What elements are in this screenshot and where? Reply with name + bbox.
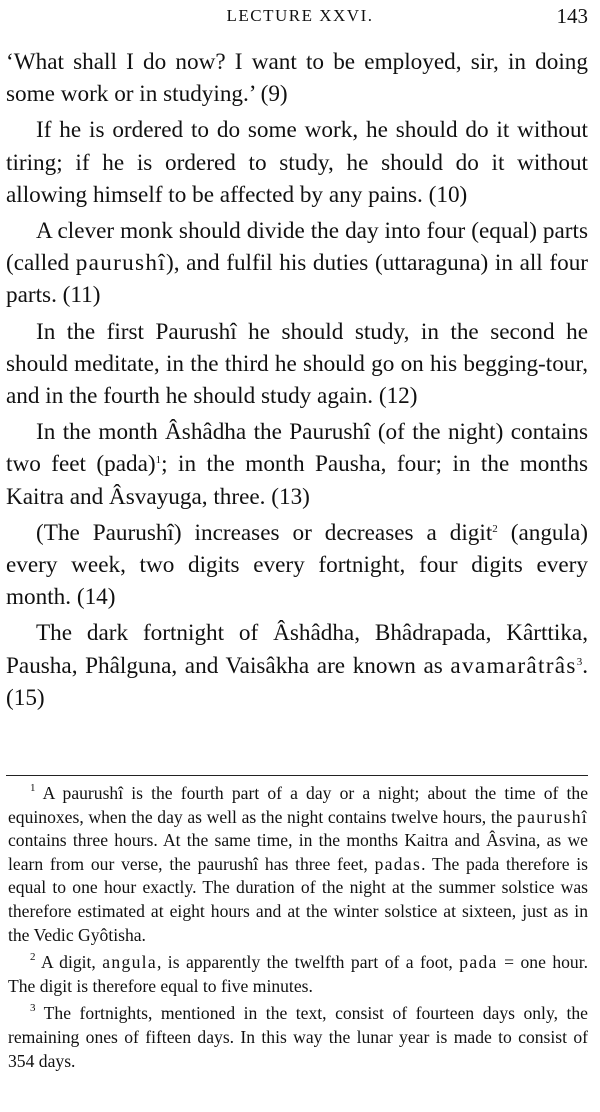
footnote-1-term-paurushi: paurushî	[517, 806, 588, 827]
verse-15-text-a: The dark fortnight of Âshâdha, Bhâdrapada, Kârttika, Pausha, Phâlguna, and Vaisâkha are known as	[6, 620, 588, 679]
verse-14-text-a: (The Paurushî) increases or decreases a digit	[36, 519, 493, 546]
running-head	[0, 4, 600, 30]
footnote-3-text: The fortnights, mentioned in the text, consist of fourteen days only, the remaining ones of fifteen days. In this way the lunar year is made to consist of 354 days.	[8, 1003, 588, 1071]
term-avamaratras: avamarâtrâs	[450, 652, 577, 679]
footnote-1-term-padas: padas	[374, 853, 422, 874]
verse-10: If he is ordered to do some work, he should do it without tiring; if he is ordered to study, he should do it without allowing himself to be affected by any pains. (10)	[6, 117, 588, 208]
verse-11-text-c: ) in all four parts. (11)	[6, 250, 589, 309]
footnote-ref-3[interactable]: 3	[576, 655, 583, 668]
term-paurushi: paurushî	[75, 250, 166, 277]
verse-14-text-b: (angula) every week, two digits every fortnight, four digits every month. (14)	[6, 519, 588, 611]
footnote-3-mark: 3	[30, 1002, 36, 1015]
verse-15-text-b: . (15)	[6, 652, 588, 711]
verse-14	[6, 517, 588, 614]
footnote-2-text-c: = one hour. The digit is therefore equal to five minutes.	[8, 952, 589, 996]
term-uttaraguna: uttaraguna	[382, 250, 481, 277]
footnote-1	[8, 782, 588, 947]
footnotes	[8, 782, 588, 1077]
footnote-1-mark: 1	[30, 782, 36, 794]
footnote-ref-1[interactable]: 1	[155, 454, 162, 467]
footnote-2-text-a: A digit,	[35, 952, 103, 973]
footnote-2-term-angula: angula	[102, 952, 157, 973]
verse-9: ‘What shall I do now? I want to be employed, sir, in doing some work or in studying.’ (9)	[6, 49, 588, 108]
verse-13	[6, 416, 588, 513]
footnote-divider	[6, 775, 588, 776]
footnote-2-term-pada: pada	[459, 952, 498, 973]
footnote-1-text-c: . The pada therefore is equal to one hour exactly. The duration of the night at the summer solstice was therefore estimated at eight hours and at the winter solstice at sixteen, just as in the Vedic Gyôtisha.	[8, 853, 588, 945]
footnote-1-text-b: contains three hours. At the same time, in the months Kaitra and Âsvina, as we learn from our verse, the paurushî has three feet,	[8, 830, 588, 874]
footnote-1-text-a: A paurushî is the fourth part of a day or a night; about the time of the equinoxes, when the day as well as the night contains twelve hours, the	[8, 783, 588, 827]
footnote-ref-2[interactable]: 2	[492, 522, 498, 535]
verse-15	[6, 617, 588, 714]
footnote-2	[8, 951, 588, 998]
footnote-3	[8, 1002, 588, 1073]
running-title: LECTURE XXVI.	[226, 6, 374, 25]
verse-11-text-a: A clever monk should divide the day into four (equal) parts (called	[6, 218, 588, 277]
page-number: 143	[556, 4, 588, 28]
verse-13-text-a: In the month Âshâdha the Paurushî (of the night) contains two feet (pada)	[6, 419, 588, 478]
footnote-2-mark: 2	[30, 951, 36, 964]
verse-13-text-b: ; in the month Pausha, four; in the months Kaitra and Âsvayuga, three. (13)	[6, 451, 588, 510]
verse-12: In the first Paurushî he should study, in the second he should meditate, in the third he should go on his begging-tour, and in the fourth he should study again. (12)	[6, 318, 588, 410]
footnote-2-text-b: , is apparently the twelfth part of a foot,	[156, 952, 460, 973]
verse-11	[6, 215, 588, 312]
verse-11-text-b: ), and fulfil his duties (	[165, 250, 383, 277]
body-text	[6, 46, 588, 718]
